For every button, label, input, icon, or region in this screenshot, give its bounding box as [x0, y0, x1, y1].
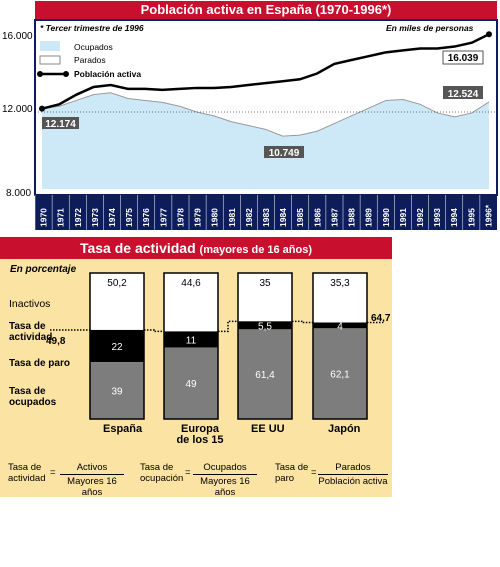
- formula-paro-eq: =: [311, 467, 317, 478]
- x-tick-label: 1981: [226, 208, 237, 227]
- chart1-title: Población activa en España (1970-1996*): [35, 1, 497, 19]
- formula-actividad-num: Activos: [60, 462, 124, 475]
- x-tick-label: 1972: [72, 208, 83, 227]
- cat-europa-2: de los 15: [176, 434, 224, 446]
- chart2-subtitle: (mayores de 16 años): [199, 244, 313, 256]
- row-label-actividad-1: Tasa de: [9, 321, 46, 332]
- formula-ocupacion-eq: =: [185, 467, 191, 478]
- formula-actividad-eq: =: [50, 467, 56, 478]
- x-tick-label: 1970: [38, 208, 49, 227]
- formula-paro-den: Población activa: [318, 476, 388, 487]
- chart1-units: En miles de personas: [386, 23, 474, 33]
- x-tick-label: 1974: [107, 208, 117, 227]
- legend-activa-dot-left: [37, 71, 43, 77]
- legend-parados-swatch: [40, 56, 60, 64]
- x-tick-label: 1976: [141, 208, 152, 227]
- chart1-note: * Tercer trimestre de 1996: [40, 23, 144, 33]
- activa-point-end: [486, 31, 492, 37]
- tasa-actividad-japon: 64,7: [371, 313, 391, 324]
- legend-ocupados: Ocupados: [74, 42, 113, 52]
- tasa-actividad-espana: 49,8: [46, 336, 66, 347]
- formula-ocupacion-num: Ocupados: [193, 462, 257, 475]
- cat-europa: [175, 424, 225, 446]
- x-tick-label: 1971: [55, 208, 66, 227]
- label-paro: 11: [185, 335, 197, 347]
- x-tick-label: 1975: [124, 208, 135, 227]
- formula-actividad-den: Mayores 16 años: [67, 476, 117, 498]
- formula-ocupacion-label: [140, 462, 183, 484]
- x-tick-label: 1984: [278, 208, 289, 227]
- formula-ocupacion-den: Mayores 16 años: [200, 476, 250, 498]
- x-tick-label: 1979: [192, 208, 203, 227]
- cat-espana: España: [103, 423, 143, 435]
- x-tick-label: 1987: [329, 208, 340, 227]
- label-inactivos: 35,3: [330, 278, 350, 289]
- label-paro: 5,5: [258, 321, 272, 333]
- y-tick-16000: 16.000: [2, 31, 33, 42]
- label-ocupados: 49: [185, 379, 197, 391]
- label-inactivos: 44,6: [181, 278, 201, 289]
- formula-actividad-label-1: Tasa de: [8, 462, 42, 473]
- x-tick-label: 1982: [243, 208, 254, 227]
- formula-ocupacion-fraction: [193, 462, 257, 498]
- formula-paro-label-2: paro: [275, 473, 295, 484]
- formula-paro-fraction: [318, 462, 388, 487]
- legend-activa: Población activa: [74, 69, 142, 79]
- y-tick-8000: 8.000: [6, 188, 32, 199]
- cat-europa-1: Europa: [181, 423, 219, 435]
- x-tick-label: 1985: [295, 208, 306, 227]
- x-tick-label: 1992: [415, 208, 425, 227]
- x-tick-label: 1991: [397, 208, 408, 227]
- x-tick-label: 1973: [89, 208, 100, 227]
- x-tick-label: 1980: [209, 208, 220, 227]
- x-tick-label: 1994: [449, 208, 460, 227]
- cat-eeuu: EE UU: [251, 423, 285, 435]
- x-tick-label: 1993: [432, 208, 443, 227]
- formula-paro-label-1: Tasa de: [275, 462, 309, 473]
- cat-japon: Japón: [328, 423, 361, 435]
- x-tick-label: 1996*: [483, 204, 494, 227]
- chart2-title: [0, 237, 392, 259]
- row-label-actividad-2: actividad: [9, 332, 53, 343]
- row-label-inactivos: Inactivos: [9, 298, 51, 310]
- formula-paro-label: [275, 462, 308, 484]
- formula-actividad-label-2: actividad: [8, 473, 46, 484]
- callout-1970: 12.174: [45, 119, 76, 130]
- y-tick-12000: 12.000: [2, 104, 33, 115]
- x-tick-label: 1986: [312, 208, 323, 227]
- label-paro: 4: [337, 321, 343, 333]
- formula-actividad-label: [8, 462, 46, 484]
- chart-poblacion-activa: [0, 0, 500, 230]
- x-tick-label: 1978: [175, 208, 186, 227]
- chart1-canvas: [0, 0, 500, 232]
- x-tick-label: 1977: [158, 208, 169, 227]
- callout-1996-ocupados: 12.524: [447, 89, 479, 100]
- chart2-units: En porcentaje: [10, 264, 77, 275]
- row-label-ocupados: [9, 386, 56, 408]
- label-inactivos: 35: [259, 278, 271, 289]
- callout-1996-activa: 16.039: [447, 53, 479, 64]
- legend-ocupados-swatch: [40, 41, 60, 51]
- label-inactivos: 50,2: [107, 278, 127, 289]
- row-label-paro: Tasa de paro: [9, 358, 70, 369]
- x-tick-label: 1989: [363, 208, 374, 227]
- row-label-ocupados-2: ocupados: [9, 397, 57, 408]
- label-ocupados: 61,4: [255, 370, 275, 382]
- chart2-title-main: Tasa de actividad: [79, 240, 196, 256]
- x-tick-label: 1995: [466, 208, 477, 227]
- formula-paro-num: Parados: [318, 462, 388, 475]
- row-label-ocupados-1: Tasa de: [9, 386, 46, 397]
- x-tick-label: 1988: [346, 208, 357, 227]
- chart-tasa-actividad: [0, 237, 392, 497]
- formula-ocupacion-label-2: ocupación: [140, 473, 184, 484]
- x-tick-label: 1983: [261, 208, 271, 227]
- legend-parados: Parados: [74, 55, 106, 65]
- label-ocupados: 62,1: [330, 369, 350, 381]
- label-paro: 22: [111, 342, 123, 353]
- legend-activa-dot-right: [63, 71, 69, 77]
- callout-1984: 10.749: [268, 148, 300, 159]
- formula-ocupacion-label-1: Tasa de: [140, 462, 174, 473]
- formula-actividad-fraction: [60, 462, 124, 498]
- x-tick-label: 1990: [380, 208, 391, 227]
- label-ocupados: 39: [111, 386, 123, 398]
- activa-point-start: [39, 106, 45, 112]
